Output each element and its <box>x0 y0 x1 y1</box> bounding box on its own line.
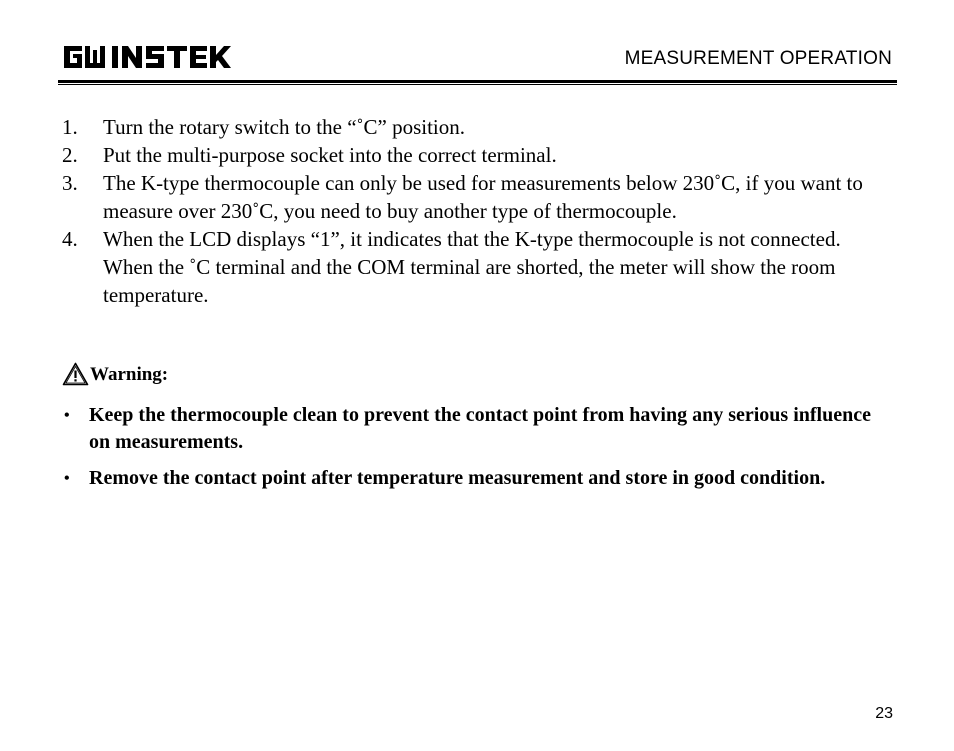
warning-triangle-icon <box>62 362 89 386</box>
header-rule-thin <box>58 84 897 85</box>
bullet-text: Keep the thermocouple clean to prevent the contact point from having any serious influence on measurements. <box>89 404 871 453</box>
bullet-item <box>62 402 892 456</box>
step-item <box>62 169 892 225</box>
warning-label: Warning: <box>90 364 169 385</box>
header-rule-thick <box>58 80 897 83</box>
step-text: Turn the rotary switch to the “˚C” position. <box>103 115 466 139</box>
step-number: 4. <box>62 227 78 251</box>
bullet-item <box>62 465 892 492</box>
page-number: 23 <box>875 705 893 722</box>
step-text: Put the multi-purpose socket into the correct terminal. <box>103 143 557 167</box>
step-number: 3. <box>62 171 78 195</box>
section-title: MEASUREMENT OPERATION <box>624 48 892 69</box>
warning-heading <box>62 362 168 386</box>
bullet-mark: • <box>64 407 70 424</box>
step-text: The K-type thermocouple can only be used for measurements below 230˚C, if you want to measure over 230˚C, you need to buy another type of thermocouple. <box>103 171 863 223</box>
gw-instek-logo-icon <box>62 42 232 72</box>
procedure-steps <box>62 113 892 309</box>
warning-bullets <box>62 402 892 501</box>
header-rule <box>58 80 897 86</box>
bullet-mark: • <box>64 470 70 487</box>
bullet-text: Remove the contact point after temperature measurement and store in good condition. <box>89 467 826 489</box>
step-item <box>62 113 892 141</box>
step-number: 1. <box>62 115 78 139</box>
step-number: 2. <box>62 143 78 167</box>
step-item <box>62 141 892 169</box>
brand-logo <box>62 42 232 72</box>
step-text: When the LCD displays “1”, it indicates that the K-type thermocouple is not connected. When the ˚C terminal and the COM terminal are shorted, the meter will show the room temperature. <box>103 227 841 307</box>
step-item <box>62 225 892 309</box>
